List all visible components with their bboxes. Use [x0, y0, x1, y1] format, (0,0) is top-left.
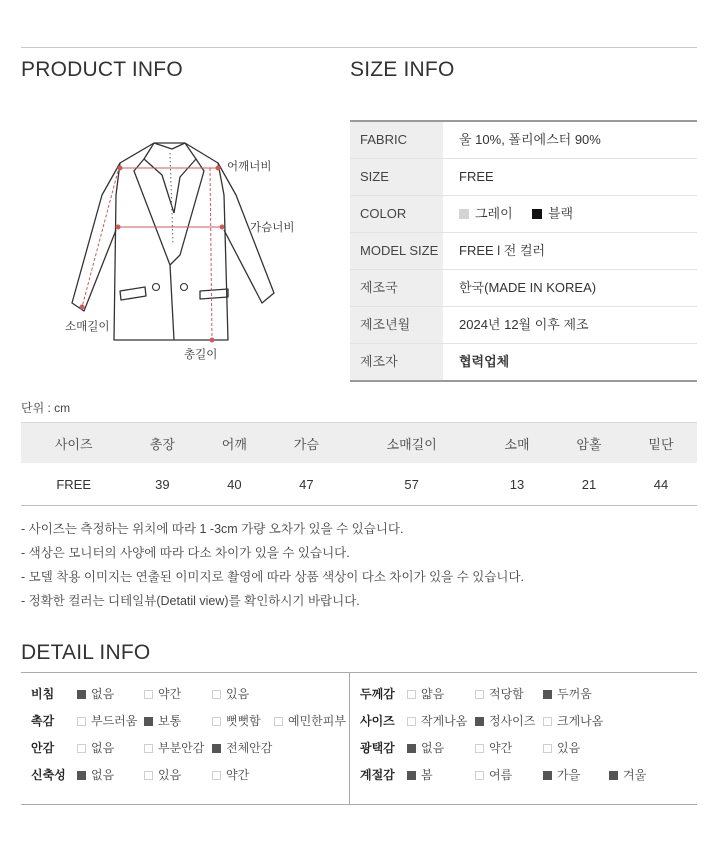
- detail-option: [77, 712, 137, 729]
- note-item: - 사이즈는 측정하는 위치에 따라 1 -3cm 가량 오차가 있을 수 있습니다.: [21, 522, 404, 536]
- checked-box-icon: [212, 744, 221, 753]
- detail-option-text: 얇음: [421, 687, 445, 701]
- detail-right-column: [350, 685, 697, 793]
- detail-option-text: 약간: [489, 741, 513, 755]
- checked-box-icon: [543, 771, 552, 780]
- detail-row: [350, 766, 697, 793]
- detail-option-text: 전체안감: [226, 741, 273, 755]
- detail-option-text: 있음: [557, 741, 581, 755]
- unchecked-box-icon: [144, 771, 153, 780]
- spec-key: COLOR: [350, 196, 443, 232]
- unchecked-box-icon: [144, 690, 153, 699]
- spec-row-model-size: [350, 233, 697, 270]
- detail-option: [407, 685, 444, 702]
- detail-option: [144, 766, 181, 783]
- col-header: 밑단: [625, 423, 697, 464]
- chest-width-label: 가슴너비: [250, 222, 295, 234]
- detail-option-text: 정사이즈: [489, 714, 536, 728]
- detail-option: [543, 739, 580, 756]
- detail-option: [274, 712, 346, 729]
- detail-option-text: 여름: [489, 768, 513, 782]
- checked-box-icon: [77, 690, 86, 699]
- notes-list: [21, 519, 524, 615]
- unchecked-box-icon: [77, 717, 86, 726]
- note-item: - 정확한 컬러는 디테일뷰(Detatil view)를 확인하시기 바랍니다.: [21, 594, 360, 608]
- detail-option: [543, 712, 603, 729]
- detail-option: [543, 766, 580, 783]
- color-black: 블랙: [547, 206, 574, 221]
- detail-option-text: 봄: [421, 768, 433, 782]
- spec-key: 제조자: [350, 344, 443, 380]
- spec-row-size: [350, 159, 697, 196]
- detail-left-column: [21, 685, 349, 793]
- detail-option: [475, 766, 512, 783]
- spec-value: 한국(MADE IN KOREA): [459, 280, 597, 295]
- unchecked-box-icon: [212, 690, 221, 699]
- unchecked-box-icon: [144, 744, 153, 753]
- detail-row: [21, 766, 349, 793]
- spec-key: SIZE: [350, 159, 443, 195]
- cell: 13: [481, 463, 553, 506]
- spec-row-country: [350, 270, 697, 307]
- color-values: [443, 196, 697, 232]
- spec-row-color: [350, 196, 697, 233]
- unchecked-box-icon: [543, 744, 552, 753]
- detail-option-text: 없음: [91, 741, 115, 755]
- sleeve-length-label: 소매길이: [65, 321, 110, 333]
- col-header: 사이즈: [21, 423, 126, 464]
- detail-row-label: 계절감: [360, 768, 395, 782]
- color-gray: 그레이: [475, 206, 513, 221]
- detail-option: [609, 766, 646, 783]
- detail-option-text: 적당함: [489, 687, 524, 701]
- detail-option: [144, 685, 181, 702]
- detail-row-label: 안감: [31, 741, 55, 755]
- detail-row: [21, 739, 349, 766]
- col-header: 어깨: [198, 423, 270, 464]
- detail-option-text: 가을: [557, 768, 581, 782]
- cell: 21: [553, 463, 625, 506]
- detail-option-text: 크게나옴: [557, 714, 604, 728]
- note-item: - 모델 착용 이미지는 연출된 이미지로 촬영에 따라 상품 색상이 다소 차이가 있을 수 있습니다.: [21, 570, 525, 584]
- cell: 44: [625, 463, 697, 506]
- spec-row-date: [350, 307, 697, 344]
- cell: 39: [126, 463, 198, 506]
- unchecked-box-icon: [274, 717, 283, 726]
- checked-box-icon: [609, 771, 618, 780]
- spec-value: FREE l 전 컬러: [459, 243, 546, 258]
- cell: 47: [270, 463, 342, 506]
- note-item: - 색상은 모니터의 사양에 따라 다소 차이가 있을 수 있습니다.: [21, 546, 350, 560]
- detail-row: [350, 712, 697, 739]
- detail-option: [212, 685, 249, 702]
- spec-value: 2024년 12월 이후 제조: [459, 317, 589, 332]
- detail-option-text: 약간: [158, 687, 182, 701]
- detail-option-text: 있음: [158, 768, 182, 782]
- checked-box-icon: [407, 744, 416, 753]
- measurement-table: [21, 422, 697, 506]
- detail-option: [407, 766, 433, 783]
- detail-option: [144, 739, 204, 756]
- checked-box-icon: [475, 717, 484, 726]
- detail-option-text: 겨울: [623, 768, 647, 782]
- unchecked-box-icon: [475, 771, 484, 780]
- detail-row-label: 촉감: [31, 714, 55, 728]
- detail-info-panel: [21, 672, 697, 805]
- spec-value: 울 10%, 폴리에스터 90%: [459, 132, 601, 147]
- detail-row-label: 신축성: [31, 768, 66, 782]
- col-header: 가슴: [270, 423, 342, 464]
- detail-option-text: 없음: [91, 768, 115, 782]
- detail-row-label: 두께감: [360, 687, 395, 701]
- detail-row-label: 사이즈: [360, 714, 395, 728]
- unchecked-box-icon: [475, 690, 484, 699]
- checked-box-icon: [543, 690, 552, 699]
- detail-option-text: 뻣뻣함: [226, 714, 261, 728]
- checked-box-icon: [77, 771, 86, 780]
- spec-value: FREE: [459, 169, 494, 184]
- detail-option-text: 예민한피부: [288, 714, 346, 728]
- measurement-header-row: [21, 423, 697, 464]
- shoulder-width-label: 어깨너비: [227, 161, 272, 173]
- unit-label: 단위 : cm: [21, 401, 71, 415]
- detail-option-text: 약간: [226, 768, 250, 782]
- detail-option: [543, 685, 592, 702]
- detail-option: [212, 766, 249, 783]
- black-swatch-icon: [532, 209, 542, 219]
- detail-option: [212, 712, 261, 729]
- detail-option-text: 보통: [158, 714, 182, 728]
- top-divider: [21, 47, 697, 48]
- detail-option: [77, 766, 114, 783]
- detail-info-heading: DETAIL INFO: [21, 641, 151, 664]
- size-info-heading: SIZE INFO: [350, 58, 455, 81]
- cell: 40: [198, 463, 270, 506]
- unchecked-box-icon: [475, 744, 484, 753]
- detail-option: [407, 739, 444, 756]
- unchecked-box-icon: [407, 690, 416, 699]
- detail-option: [475, 685, 524, 702]
- detail-row: [21, 685, 349, 712]
- checked-box-icon: [144, 717, 153, 726]
- spec-key: MODEL SIZE: [350, 233, 443, 269]
- unchecked-box-icon: [77, 744, 86, 753]
- detail-option-text: 없음: [421, 741, 445, 755]
- spec-row-maker: [350, 344, 697, 380]
- table-row: [21, 463, 697, 506]
- detail-row: [350, 739, 697, 766]
- detail-option-text: 부분안감: [158, 741, 205, 755]
- detail-option-text: 부드러움: [91, 714, 138, 728]
- detail-option-text: 없음: [91, 687, 115, 701]
- detail-option: [77, 739, 114, 756]
- size-info-table: [350, 120, 697, 382]
- cell: FREE: [21, 463, 126, 506]
- unchecked-box-icon: [407, 717, 416, 726]
- checked-box-icon: [407, 771, 416, 780]
- spec-key: 제조국: [350, 270, 443, 306]
- col-header: 소매: [481, 423, 553, 464]
- detail-option: [144, 712, 181, 729]
- col-header: 총장: [126, 423, 198, 464]
- spec-key: 제조년월: [350, 307, 443, 343]
- detail-row-label: 비침: [31, 687, 55, 701]
- detail-option: [475, 739, 512, 756]
- unchecked-box-icon: [543, 717, 552, 726]
- total-length-label: 총길이: [184, 349, 218, 361]
- detail-row: [350, 685, 697, 712]
- product-info-heading: PRODUCT INFO: [21, 58, 183, 81]
- unchecked-box-icon: [212, 717, 221, 726]
- detail-option: [407, 712, 467, 729]
- gray-swatch-icon: [459, 209, 469, 219]
- detail-option-text: 두꺼움: [557, 687, 592, 701]
- detail-row-label: 광택감: [360, 741, 395, 755]
- col-header: 소매길이: [342, 423, 481, 464]
- spec-value: 협력업체: [459, 354, 510, 369]
- detail-option: [475, 712, 535, 729]
- detail-option: [212, 739, 272, 756]
- detail-option-text: 있음: [226, 687, 250, 701]
- detail-row: [21, 712, 349, 739]
- detail-option-text: 작게나옴: [421, 714, 468, 728]
- col-header: 암홀: [553, 423, 625, 464]
- unchecked-box-icon: [212, 771, 221, 780]
- detail-option: [77, 685, 114, 702]
- spec-key: FABRIC: [350, 122, 443, 158]
- cell: 57: [342, 463, 481, 506]
- spec-row-fabric: [350, 122, 697, 159]
